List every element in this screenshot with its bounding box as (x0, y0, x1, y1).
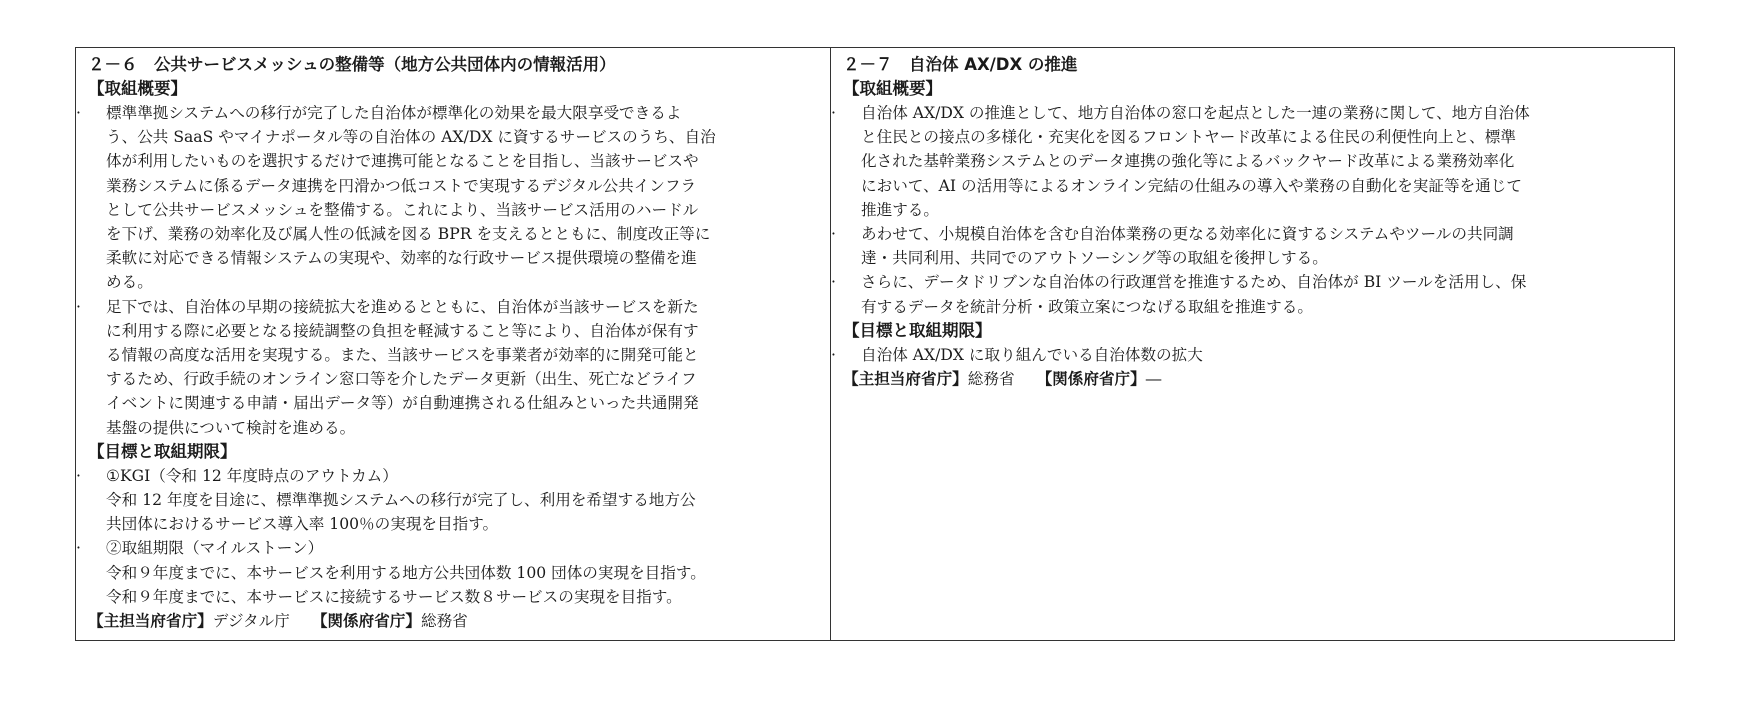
overview-bullet-1: · 標準準拠システムへの移行が完了した自治体が標準化の効果を最大限享受できるよ う、公共 SaaS やマイナポータル等の自治体の AX/DX に資するサービスのうち、自治 体が利用したいものを選択するだけで連携可能となることを目指し、当該サービスや 業務システムに係るデータ連携を円滑かつ低コストで実現するデジタル公共インフラ として公共サービスメッシュを整備する。これにより、当該サービス活用のハードル を下げ、業務の効率化及び属人性の低減を図る BPR を支えるとともに、制度改正等に 柔軟に対応できる情報システムの実現や、効率的な行政サービス提供環境の整備を進 める。 (88, 101, 820, 295)
overview-bullet-2: · 足下では、自治体の早期の接続拡大を進めるとともに、自治体が当該サービスを新た に利用する際に必要となる接続調整の負担を軽減すること等により、自治体が保有す る情報の高度な活用を実現する。また、当該サービスを事業者が効率的に開発可能と するため、行政手続のオンライン窓口等を介したデータ更新（出生、死亡などライフ イベントに関連する申請・届出データ等）が自動連携される仕組みといった共通開発 基盤の提供について検討を進める。 (88, 295, 820, 440)
bullet-marker: · (831, 273, 836, 292)
target-bullet: · 自治体 AX/DX に取り組んでいる自治体数の拡大 (843, 343, 1664, 367)
bullet-marker: · (831, 225, 836, 244)
overview-heading: 【取組概要】 (88, 79, 187, 98)
lead-ministry-value: デジタル庁 (212, 612, 290, 631)
lead-ministry-label: 【主担当府省庁】 (88, 612, 213, 631)
lead-ministry-label: 【主担当府省庁】 (843, 370, 968, 389)
overview-bullet-2: · あわせて、小規模自治体を含む自治体業務の更なる効率化に資するシステムやツールの共同調 達・共同利用、共同でのアウトソーシング等の取組を後押しする。 (843, 222, 1664, 270)
overview-bullet-1: · 自治体 AX/DX の推進として、地方自治体の窓口を起点とした一連の業務に関して、地方自治体 と住民との接点の多様化・充実化を図るフロントヤード改革による住民の利便性向上と、標準 化された基幹業務システムとのデータ連携の強化等によるバックヤード改革による業務効率化 において、AI の活用等によるオンライン完結の仕組みの導入や業務の自動化を実証等を通じて 推進する。 (843, 101, 1664, 222)
related-ministry-label: 【関係府省庁】 (1036, 370, 1146, 389)
ministry-line (843, 367, 1664, 391)
lead-ministry-value: 総務省 (967, 370, 1015, 389)
bullet-marker: · (76, 466, 81, 485)
related-ministry-value: ― (1145, 370, 1162, 389)
bullet-marker: · (76, 104, 81, 122)
overview-heading: 【取組概要】 (843, 79, 942, 98)
bullet-marker: · (76, 539, 81, 558)
measures-table (75, 47, 1675, 641)
kgi-bullet: · ①KGI（令和 12 年度時点のアウトカム） 令和 12 年度を目途に、標準準拠システムへの移行が完了し、利用を希望する地方公 共団体におけるサービス導入率 100％の実現を目指す。 (88, 464, 820, 537)
bullet-marker: · (831, 104, 836, 122)
related-ministry-value: 総務省 (420, 612, 468, 631)
target-heading: 【目標と取組期限】 (88, 441, 237, 461)
related-ministry-label: 【関係府省庁】 (311, 612, 421, 631)
overview-bullet-3: · さらに、データドリブンな自治体の行政運営を推進するため、自治体が BI ツールを活用し、保 有するデータを統計分析・政策立案につなげる取組を推進する。 (843, 270, 1664, 318)
bullet-marker: · (76, 297, 81, 316)
section-2-6 (76, 48, 831, 640)
ministry-line (88, 609, 820, 633)
section-title: ２－６ 公共サービスメッシュの整備等（地方公共団体内の情報活用） (88, 55, 616, 74)
section-2-7 (831, 48, 1674, 640)
milestone-bullet: · ②取組期限（マイルストーン） 令和９年度までに、本サービスを利用する地方公共団体数 100 団体の実現を目指す。 令和９年度までに、本サービスに接続するサービス数８サービスの実現を目指す。 (88, 536, 820, 609)
bullet-marker: · (831, 345, 836, 364)
section-title: ２－７ 自治体 AX/DX の推進 (843, 55, 1078, 74)
target-heading: 【目標と取組期限】 (843, 320, 992, 340)
